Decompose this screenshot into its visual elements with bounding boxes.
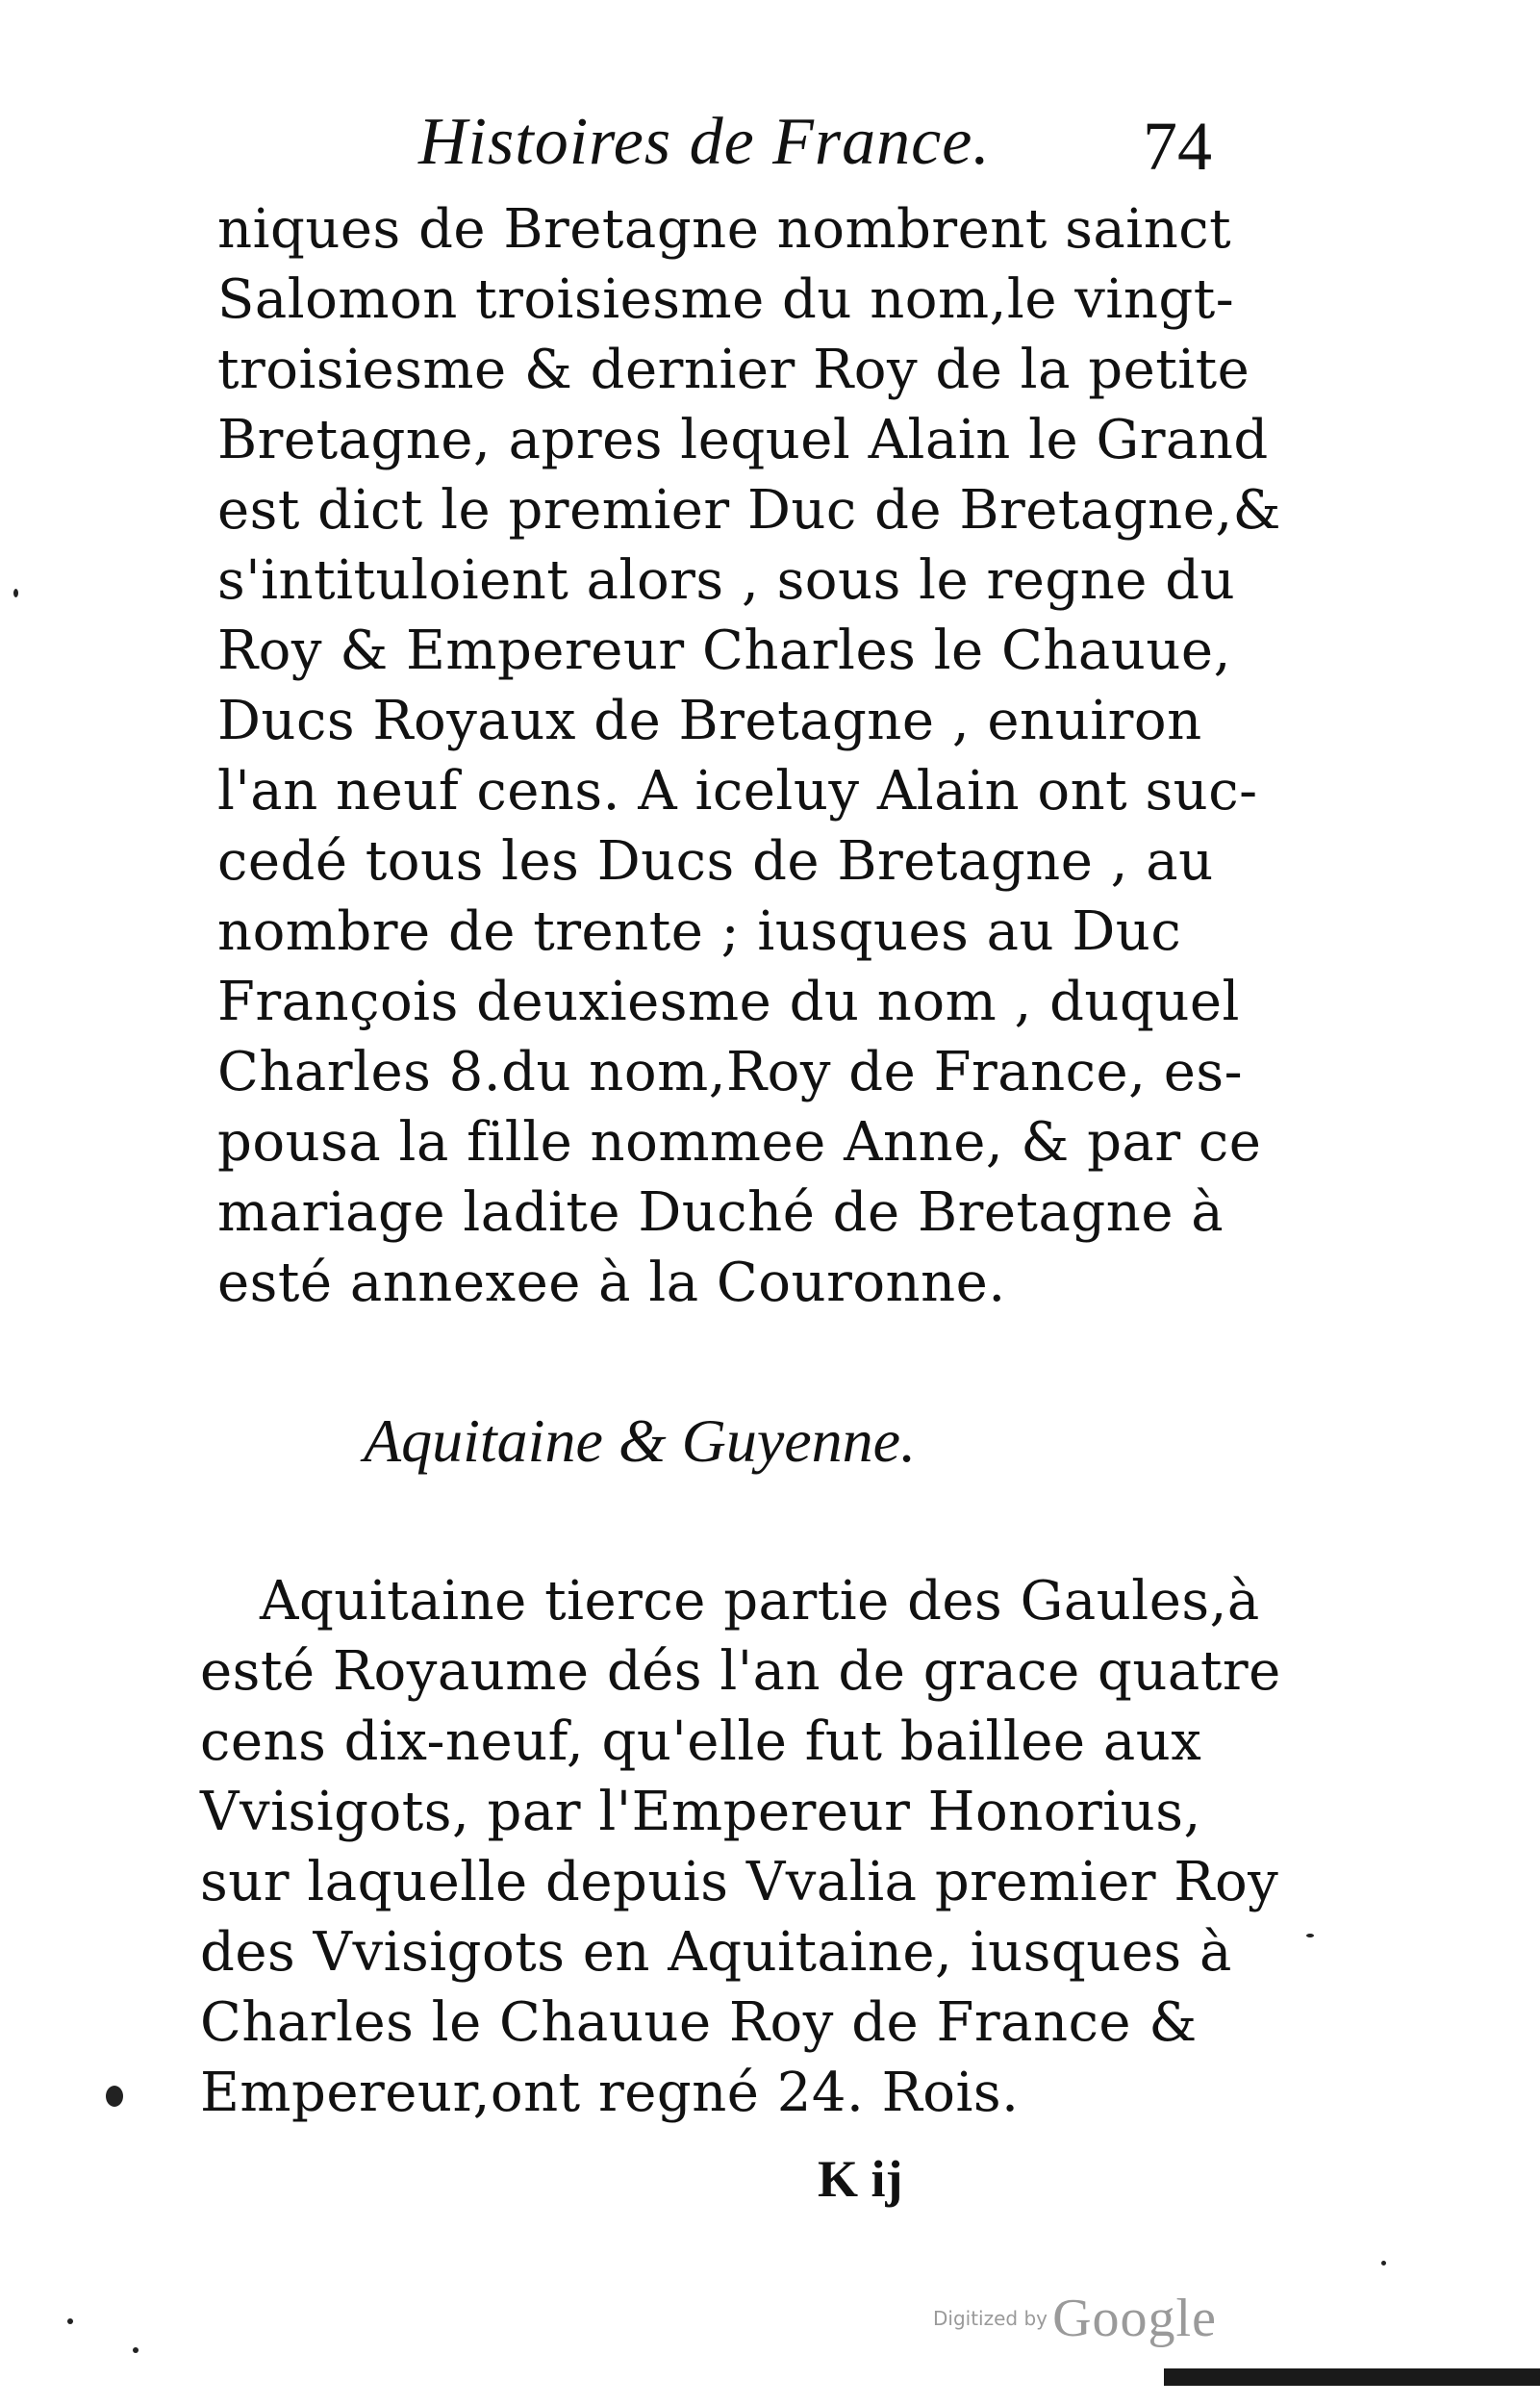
- text-line: s'intituloient alors , sous le regne du: [217, 549, 1236, 612]
- text-line: pousa la fille nommee Anne, & par ce: [217, 1111, 1262, 1174]
- signature-mark: K ij: [818, 2150, 903, 2208]
- text-line: mariage ladite Duché de Bretagne à: [217, 1181, 1224, 1244]
- text-line: niques de Bretagne nombrent sainct: [217, 198, 1232, 261]
- paragraph-aquitaine: [200, 1566, 1281, 2128]
- text-line: nombre de trente ; iusques au Duc: [217, 900, 1182, 963]
- ink-speck: [13, 589, 18, 597]
- paragraph-bretagne: [217, 194, 1282, 1318]
- text-line: cens dix-neuf, qu'elle fut baillee aux: [200, 1710, 1202, 1773]
- text-line: Roy & Empereur Charles le Chauue,: [217, 620, 1231, 682]
- text-line: Charles 8.du nom,Roy de France, es-: [217, 1041, 1244, 1103]
- text-line: troisiesme & dernier Roy de la petite: [217, 339, 1250, 401]
- text-line: esté Royaume dés l'an de grace quatre: [200, 1640, 1281, 1703]
- text-line: cedé tous les Ducs de Bretagne , au: [217, 830, 1214, 893]
- text-line: Bretagne, apres lequel Alain le Grand: [217, 409, 1269, 471]
- ink-speck: [1306, 1934, 1314, 1937]
- page-number: 74: [1143, 108, 1212, 185]
- text-line: Ducs Royaux de Bretagne , enuiron: [217, 690, 1202, 752]
- attribution-brand: Google: [1052, 2289, 1217, 2348]
- ink-speck: [67, 2318, 73, 2324]
- text-line: est dict le premier Duc de Bretagne,&: [217, 479, 1282, 542]
- text-line: des Vvisigots en Aquitaine, iusques à: [200, 1921, 1232, 1984]
- digitization-attribution: [933, 2288, 1217, 2349]
- section-heading: Aquitaine & Guyenne.: [364, 1406, 917, 1475]
- text-line: Salomon troisiesme du nom,le vingt-: [217, 268, 1235, 331]
- running-head: Histoires de France.: [418, 105, 991, 179]
- text-line: Vvisigots, par l'Empereur Honorius,: [200, 1781, 1201, 1843]
- text-line: sur laquelle depuis Vvalia premier Roy: [200, 1851, 1279, 1913]
- attribution-prefix: Digitized by: [933, 2307, 1048, 2330]
- ink-speck: [133, 2347, 139, 2353]
- page-edge-shadow: [1164, 2368, 1540, 2386]
- text-line: Aquitaine tierce partie des Gaules,à: [260, 1570, 1260, 1633]
- text-line: Charles le Chauue Roy de France &: [200, 1991, 1198, 2054]
- ink-speck: [106, 2086, 123, 2107]
- text-line: l'an neuf cens. A iceluy Alain ont suc-: [217, 760, 1258, 823]
- text-line: François deuxiesme du nom , duquel: [217, 971, 1240, 1033]
- text-line: Empereur,ont regné 24. Rois.: [200, 2062, 1020, 2124]
- ink-speck: [1381, 2261, 1386, 2266]
- text-line: esté annexee à la Couronne.: [217, 1252, 1006, 1314]
